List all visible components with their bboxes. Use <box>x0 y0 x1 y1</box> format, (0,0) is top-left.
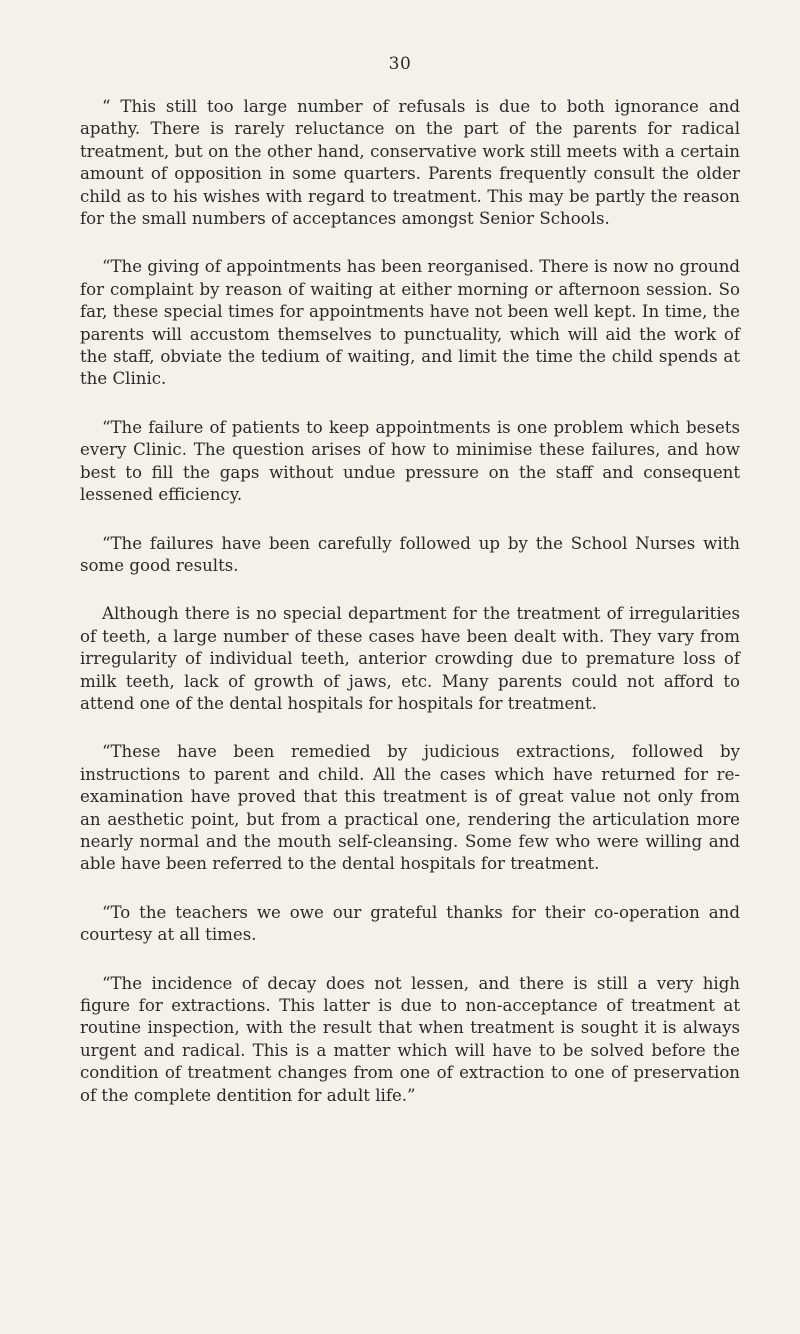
body-text <box>80 96 740 1133</box>
paragraph-appointments: “The giving of appointments has been reorganised. There is now no ground for complaint by reason of waiting at either morning or afternoon session. So far, these special times for appointments have not been well kept. In time, the parents will accustom themselves to punctuality, which will aid the work of the staff, obviate the tedium of waiting, and limit the time the child spends at the Clinic. <box>80 257 740 389</box>
paragraph-decay-incidence: “The incidence of decay does not lessen, and there is still a very high figure for extractions. This latter is due to non-acceptance of treatment at routine inspection, with the result that when treatment is sought it is always urgent and radical. This is a matter which will have to be solved before the condition of treatment changes from one of extraction to one of preservation of the complete dentition for adult life.” <box>80 973 740 1105</box>
paragraph-refusals: “ This still too large number of refusals is due to both ignorance and apathy. There is rarely reluctance on the part of the parents for radical treatment, but on the other hand, conservative work still meets with a certain amount of opposition in some quarters. Parents frequently consult the older child as to his wishes with regard to treatment. This may be partly the reason for the small numbers of acceptances amongst Senior Schools. <box>80 97 740 229</box>
paragraph-teachers: “To the teachers we owe our grateful thanks for their co-operation and courtesy at all times. <box>80 902 740 945</box>
paragraph-irregularities: Although there is no special department for the treatment of irregularities of teeth, a large number of these cases have been dealt with. They vary from irregularity of individual teeth, anterior crowding due to premature loss of milk teeth, lack of growth of jaws, etc. Many parents could not afford to attend one of the dental hospitals for hospitals for treatment. <box>80 604 740 713</box>
paragraph-school-nurses: “The failures have been carefully followed up by the School Nurses with some good results. <box>80 533 740 575</box>
paragraph-remedies: “These have been remedied by judicious extractions, followed by instructions to parent and child. All the cases which have returned for re-examination have proved that this treatment is of great value not only from an aesthetic point, but from a practical one, rendering the articulation more nearly normal and the mouth self-cleansing. Some few who were willing and able have been referred to the dental hospitals for treatment. <box>80 742 740 874</box>
page-number: 30 <box>388 54 412 74</box>
paragraph-failure-to-keep-appointments: “The failure of patients to keep appointments is one problem which besets every Clinic. The question arises of how to minimise these failures, and how best to fill the gaps without undue pressure on the staff and consequent lessened efficiency. <box>80 417 740 505</box>
